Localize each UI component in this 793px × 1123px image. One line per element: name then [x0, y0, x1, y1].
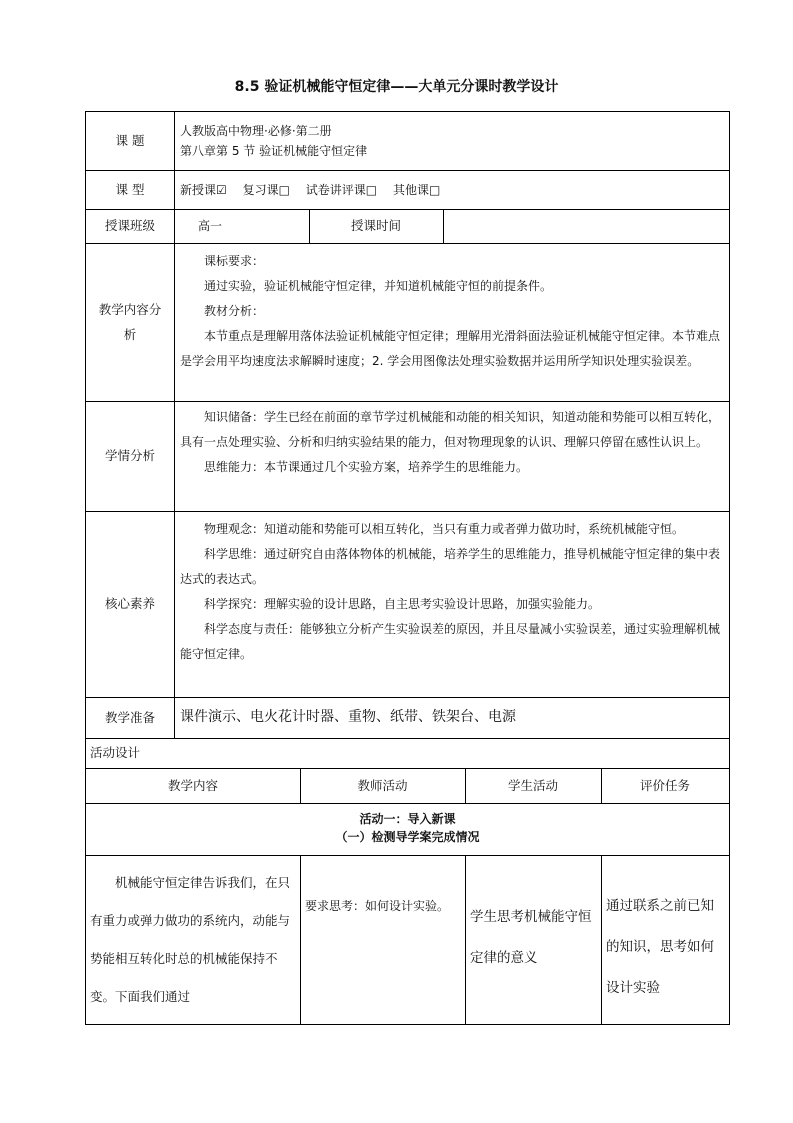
time-label: 授课时间	[350, 218, 401, 233]
column-header-evaluation: 评价任务	[639, 777, 690, 793]
activity-design-heading: 活动设计	[90, 745, 141, 760]
lesson-type-option-new: 新授课☑	[180, 183, 227, 197]
lesson-type-option-review: 复习课□	[242, 183, 290, 197]
thinking-ability-text: 思维能力：本节课通过几个实验方案，培养学生的思维能力。	[204, 460, 529, 474]
activity-1-subtitle: （一）检测导学案完成情况	[335, 830, 480, 844]
content-analysis-label: 教学内容分析	[98, 302, 162, 342]
preparation-label: 教学准备	[104, 709, 155, 725]
class-label: 授课班级	[104, 218, 155, 233]
row1-evaluation: 通过联系之前已知的知识，思考如何设计实验	[606, 898, 714, 996]
page-title: 8.5 验证机械能守恒定律——大单元分课时教学设计	[234, 79, 559, 95]
column-header-teacher: 教师活动	[357, 777, 408, 793]
lesson-type-option-other: 其他课□	[392, 183, 441, 197]
lesson-type-label: 课 型	[115, 181, 145, 197]
lesson-type-options	[180, 181, 720, 199]
lesson-type-option-exam: 试卷讲评课□	[305, 183, 378, 197]
class-value: 高一	[198, 219, 223, 233]
row1-teacher: 要求思考：如何设计实验。	[305, 899, 450, 913]
standard-text: 通过实验，验证机械能守恒定律，并知道机械能守恒的前提条件。	[204, 279, 553, 293]
row1-student: 学生思考机械能守恒定律的意义	[470, 909, 592, 966]
textbook-text: 本节重点是理解用落体法验证机械能守恒定律；理解用光滑斜面法验证机械能守恒定律。本节难点是学会用平均速度法求解瞬时速度；2. 学会用图像法处理实验数据并运用所学知识处理实验误差。	[180, 329, 721, 368]
column-header-content: 教学内容	[167, 777, 218, 793]
lesson-plan-table	[85, 111, 730, 1025]
row1-content: 机械能守恒定律告诉我们，在只有重力或弹力做功的系统内，动能与势能相互转化时总的机械能保持不变。下面我们通过	[90, 875, 291, 1004]
physics-concept-text: 物理观念：知道动能和势能可以相互转化，当只有重力或者弹力做功时，系统机械能守恒。	[204, 522, 685, 536]
student-analysis-label: 学情分析	[104, 448, 155, 463]
core-literacy-label: 核心素养	[104, 596, 155, 611]
topic-textbook: 人教版高中物理·必修·第二册	[180, 124, 332, 138]
scientific-attitude-text: 科学态度与责任：能够独立分析产生实验误差的原因，并且尽量减小实验误差，通过实验理解机械能守恒定律。	[180, 622, 721, 661]
standard-heading: 课标要求：	[204, 254, 265, 268]
activity-1-heading	[86, 810, 729, 846]
preparation-value: 课件演示、电火花计时器、重物、纸带、铁架台、电源	[180, 709, 516, 725]
column-header-student: 学生活动	[507, 777, 558, 793]
activity-1-title: 活动一：导入新课	[359, 812, 456, 826]
textbook-heading: 教材分析：	[204, 304, 265, 318]
knowledge-base-text: 知识储备：学生已经在前面的章节学过机械能和动能的相关知识，知道动能和势能可以相互转化，具有一点处理实验、分析和归纳实验结果的能力，但对物理现象的认识、理解只停留在感性认识上。	[180, 410, 721, 449]
scientific-thinking-text: 科学思维：通过研究自由落体物体的机械能，培养学生的思维能力，推导机械能守恒定律的集中表达式的表达式。	[180, 547, 721, 586]
topic-label: 课 题	[115, 133, 145, 148]
scientific-inquiry-text: 科学探究：理解实验的设计思路，自主思考实验设计思路，加强实验能力。	[204, 597, 601, 611]
topic-section: 第八章第 5 节 验证机械能守恒定律	[180, 144, 368, 158]
